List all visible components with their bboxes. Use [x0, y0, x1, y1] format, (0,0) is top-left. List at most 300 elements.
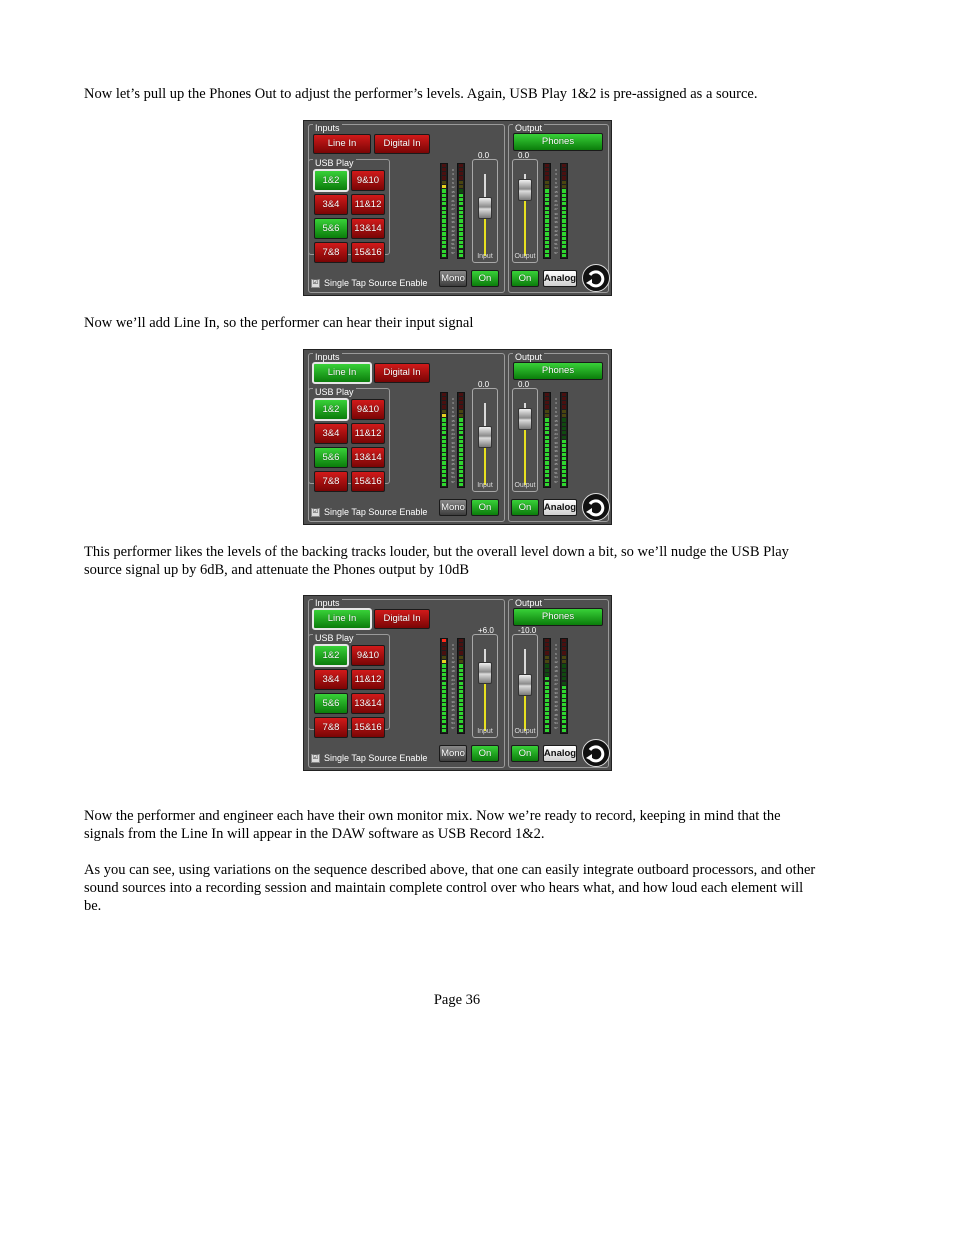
- meter-segment: [545, 660, 549, 663]
- scale-tick: 30: [451, 686, 455, 691]
- scale-tick: 27: [451, 682, 455, 687]
- output-title: Output: [515, 598, 543, 608]
- meter-segment: [459, 647, 463, 650]
- meter-segment: [562, 414, 566, 417]
- meter-segment: [545, 664, 549, 667]
- input-on-button[interactable]: On: [471, 745, 499, 762]
- usb-play-button-1-2[interactable]: 1&2: [314, 645, 348, 666]
- meter-segment: [545, 444, 549, 447]
- scale-tick: 9: [452, 410, 454, 415]
- usb-play-button-9-10[interactable]: 9&10: [351, 170, 385, 191]
- undo-loop-icon[interactable]: [582, 264, 610, 292]
- usb-play-title: USB Play: [315, 633, 354, 643]
- usb-play-button-11-12[interactable]: 11&12: [351, 194, 385, 215]
- output-meter-left: [543, 163, 551, 259]
- meter-segment: [459, 215, 463, 218]
- meter-segment: [545, 725, 549, 728]
- meter-segment: [562, 725, 566, 728]
- meter-segment: [545, 457, 549, 460]
- usb-play-button-13-14[interactable]: 13&14: [351, 218, 385, 239]
- meter-segment: [459, 699, 463, 702]
- output-meter-left: [543, 392, 551, 488]
- meter-segment: [562, 185, 566, 188]
- digital-in-button[interactable]: Digital In: [374, 134, 430, 154]
- meter-segment: [562, 707, 566, 710]
- usb-play-button-3-4[interactable]: 3&4: [314, 669, 348, 690]
- meter-segment: [442, 699, 446, 702]
- usb-play-button-9-10[interactable]: 9&10: [351, 399, 385, 420]
- meter-segment: [562, 232, 566, 235]
- page-number: Page 36: [433, 992, 481, 1008]
- meter-segment: [562, 660, 566, 663]
- meter-segment: [545, 410, 549, 413]
- meter-segment: [562, 643, 566, 646]
- scale-tick: 12: [451, 185, 455, 190]
- scale-tick: 15: [451, 664, 455, 669]
- meter-segment: [562, 651, 566, 654]
- scale-tick: 48: [451, 237, 455, 242]
- meter-segment: [562, 228, 566, 231]
- scale-tick: 48: [554, 712, 558, 717]
- meter-segment: [545, 690, 549, 693]
- usb-play-button-3-4[interactable]: 3&4: [314, 194, 348, 215]
- meter-segment: [459, 164, 463, 167]
- meter-segment: [442, 448, 446, 451]
- scale-tick: 21: [451, 427, 455, 432]
- scale-tick: 24: [554, 202, 558, 207]
- meter-segment: [442, 224, 446, 227]
- scale-tick: 39: [451, 699, 455, 704]
- scale-tick: 42: [451, 704, 455, 709]
- fader-level-fill: [484, 219, 486, 256]
- meter-segment: [459, 673, 463, 676]
- output-fader[interactable]: [512, 159, 538, 263]
- meter-segment: [562, 703, 566, 706]
- fader-value: +6.0: [478, 626, 494, 635]
- fader-knob[interactable]: [518, 674, 532, 696]
- usb-play-button-13-14[interactable]: 13&14: [351, 447, 385, 468]
- usb-play-button-7-8[interactable]: 7&8: [314, 717, 348, 738]
- meter-segment: [442, 228, 446, 231]
- output-title: Output: [515, 352, 543, 362]
- meter-scale: [450, 398, 456, 484]
- meter-segment: [562, 479, 566, 482]
- meter-segment: [545, 254, 549, 257]
- scale-tick: 0: [555, 397, 557, 401]
- meter-segment: [562, 241, 566, 244]
- checkbox-icon[interactable]: ☑: [312, 754, 319, 761]
- fader-knob[interactable]: [478, 662, 492, 684]
- fader-knob[interactable]: [478, 197, 492, 219]
- meter-segment: [442, 202, 446, 205]
- fader-label: Input: [477, 728, 493, 735]
- meter-segment: [459, 207, 463, 210]
- usb-play-button-5-6[interactable]: 5&6: [314, 693, 348, 714]
- scale-tick: 30: [554, 440, 558, 445]
- meter-segment: [459, 418, 463, 421]
- usb-play-button-15-16[interactable]: 15&16: [351, 471, 385, 492]
- scale-tick: 51: [554, 471, 558, 476]
- usb-play-button-15-16[interactable]: 15&16: [351, 242, 385, 263]
- usb-play-button-7-8[interactable]: 7&8: [314, 471, 348, 492]
- meter-segment: [562, 682, 566, 685]
- output-on-button[interactable]: On: [511, 745, 539, 762]
- meter-segment: [562, 690, 566, 693]
- usb-play-button-7-8[interactable]: 7&8: [314, 242, 348, 263]
- scale-tick: 3: [555, 647, 557, 652]
- meter-segment: [459, 250, 463, 253]
- meter-segment: [442, 643, 446, 646]
- meter-segment: [459, 712, 463, 715]
- meter-segment: [562, 237, 566, 240]
- usb-play-button-3-4[interactable]: 3&4: [314, 423, 348, 444]
- meter-segment: [459, 427, 463, 430]
- scale-tick: 9: [555, 410, 557, 415]
- fader-value: 0.0: [478, 380, 490, 389]
- fader-level-fill: [524, 201, 526, 256]
- scale-tick: 12: [554, 414, 558, 419]
- scale-tick: 24: [451, 431, 455, 436]
- scale-tick: 9: [555, 656, 557, 661]
- scale-tick: 33: [554, 215, 558, 220]
- meter-segment: [459, 470, 463, 473]
- usb-play-title: USB Play: [315, 158, 354, 168]
- single-tap-label: Single Tap Source Enable: [324, 278, 428, 288]
- usb-play-button-15-16[interactable]: 15&16: [351, 717, 385, 738]
- meter-segment: [562, 431, 566, 434]
- meter-segment: [459, 241, 463, 244]
- scale-tick: 30: [554, 211, 558, 216]
- mono-button[interactable]: Mono: [439, 745, 467, 762]
- meter-segment: [545, 172, 549, 175]
- undo-loop-icon[interactable]: [582, 739, 610, 767]
- scale-tick: 0: [555, 643, 557, 647]
- meter-segment: [459, 176, 463, 179]
- meter-segment: [545, 453, 549, 456]
- meter-segment: [459, 436, 463, 439]
- output-fader[interactable]: [512, 634, 538, 738]
- scale-tick: 42: [451, 458, 455, 463]
- meter-segment: [545, 423, 549, 426]
- checkbox-icon[interactable]: ☑: [312, 508, 319, 515]
- meter-segment: [459, 401, 463, 404]
- meter-segment: [562, 686, 566, 689]
- single-tap-source-enable[interactable]: [311, 753, 427, 763]
- meter-segment: [545, 440, 549, 443]
- undo-loop-icon[interactable]: [582, 493, 610, 521]
- scale-tick: 15: [554, 418, 558, 423]
- scale-tick: 48: [554, 466, 558, 471]
- meter-segment: [442, 660, 446, 663]
- meter-segment: [459, 211, 463, 214]
- scale-tick: 15: [554, 664, 558, 669]
- scale-tick: 3: [452, 401, 454, 406]
- meter-segment: [442, 712, 446, 715]
- mono-button[interactable]: Mono: [439, 499, 467, 516]
- scale-tick: 54: [451, 246, 455, 251]
- paragraph-adjust-levels: This performer likes the levels of the backing tracks louder, but the overall level down a bit, so we’ll nudge the USB Play source signal up by 6dB, and attenuate the Phones output by 10dB: [84, 544, 789, 578]
- meter-segment: [459, 202, 463, 205]
- paragraph-intro: Now let’s pull up the Phones Out to adjust the performer’s levels. Again, USB Play 1&2 is pre-assigned as a source.: [84, 86, 758, 102]
- meter-segment: [442, 431, 446, 434]
- meter-segment: [459, 181, 463, 184]
- scale-tick: 57: [554, 250, 558, 255]
- meter-segment: [562, 673, 566, 676]
- meter-segment: [562, 168, 566, 171]
- meter-segment: [442, 168, 446, 171]
- scale-tick: 57: [554, 725, 558, 730]
- scale-tick: 36: [554, 220, 558, 225]
- meter-segment: [442, 211, 446, 214]
- meter-segment: [459, 194, 463, 197]
- meter-segment: [545, 448, 549, 451]
- meter-segment: [545, 202, 549, 205]
- scale-tick: 12: [554, 660, 558, 665]
- meter-segment: [562, 656, 566, 659]
- meter-segment: [442, 716, 446, 719]
- meter-segment: [562, 401, 566, 404]
- fader-knob[interactable]: [478, 426, 492, 448]
- mono-button[interactable]: Mono: [439, 270, 467, 287]
- meter-scale: [553, 644, 559, 730]
- fader-knob[interactable]: [518, 179, 532, 201]
- meter-segment: [562, 164, 566, 167]
- scale-tick: 42: [451, 229, 455, 234]
- meter-segment: [545, 250, 549, 253]
- meter-segment: [442, 479, 446, 482]
- scale-tick: 39: [451, 224, 455, 229]
- line-in-button[interactable]: Line In: [313, 363, 371, 383]
- digital-in-button[interactable]: Digital In: [374, 363, 430, 383]
- meter-segment: [545, 483, 549, 486]
- meter-segment: [442, 198, 446, 201]
- meter-segment: [545, 682, 549, 685]
- scale-tick: 51: [554, 242, 558, 247]
- meter-segment: [562, 172, 566, 175]
- meter-segment: [442, 725, 446, 728]
- meter-segment: [545, 241, 549, 244]
- fader-label: Output: [514, 482, 536, 489]
- scale-tick: 27: [451, 436, 455, 441]
- meter-segment: [562, 647, 566, 650]
- meter-segment: [562, 639, 566, 642]
- input-on-button[interactable]: On: [471, 270, 499, 287]
- usb-play-button-5-6[interactable]: 5&6: [314, 447, 348, 468]
- meter-segment: [545, 176, 549, 179]
- meter-segment: [562, 393, 566, 396]
- meter-segment: [545, 436, 549, 439]
- phones-button[interactable]: Phones: [513, 608, 603, 626]
- single-tap-source-enable[interactable]: [311, 507, 427, 517]
- scale-tick: 24: [451, 202, 455, 207]
- scale-tick: 6: [452, 176, 454, 181]
- meter-segment: [459, 414, 463, 417]
- meter-segment: [459, 397, 463, 400]
- meter-segment: [459, 466, 463, 469]
- meter-segment: [562, 448, 566, 451]
- usb-play-button-1-2[interactable]: 1&2: [314, 399, 348, 420]
- meter-segment: [545, 397, 549, 400]
- meter-segment: [459, 393, 463, 396]
- single-tap-source-enable[interactable]: [311, 278, 427, 288]
- scale-tick: 18: [451, 669, 455, 674]
- scale-tick: 27: [554, 682, 558, 687]
- scale-tick: 45: [554, 708, 558, 713]
- digital-in-button[interactable]: Digital In: [374, 609, 430, 629]
- scale-tick: 27: [451, 207, 455, 212]
- scale-tick: 36: [451, 695, 455, 700]
- meter-segment: [545, 414, 549, 417]
- usb-play-button-1-2[interactable]: 1&2: [314, 170, 348, 191]
- analog-button[interactable]: Analog: [543, 270, 577, 287]
- fader-level-fill: [484, 448, 486, 485]
- meter-segment: [442, 414, 446, 417]
- meter-segment: [442, 207, 446, 210]
- output-on-button[interactable]: On: [511, 499, 539, 516]
- scale-tick: 36: [451, 220, 455, 225]
- phones-button[interactable]: Phones: [513, 133, 603, 151]
- meter-segment: [545, 470, 549, 473]
- fader-knob[interactable]: [518, 408, 532, 430]
- meter-segment: [459, 228, 463, 231]
- fader-level-fill: [524, 430, 526, 485]
- meter-segment: [459, 461, 463, 464]
- meter-segment: [442, 686, 446, 689]
- mixer-panel-adjusted: [303, 595, 612, 771]
- scale-tick: 51: [554, 717, 558, 722]
- scale-tick: 0: [452, 168, 454, 172]
- meter-segment: [562, 254, 566, 257]
- analog-button[interactable]: Analog: [543, 745, 577, 762]
- scale-tick: 9: [555, 181, 557, 186]
- meter-segment: [545, 716, 549, 719]
- meter-segment: [442, 729, 446, 732]
- meter-segment: [442, 673, 446, 676]
- meter-segment: [442, 461, 446, 464]
- scale-tick: 48: [451, 466, 455, 471]
- scale-tick: 15: [451, 418, 455, 423]
- meter-segment: [459, 444, 463, 447]
- usb-play-button-5-6[interactable]: 5&6: [314, 218, 348, 239]
- scale-tick: 6: [555, 405, 557, 410]
- scale-tick: 33: [451, 215, 455, 220]
- meter-segment: [442, 215, 446, 218]
- meter-segment: [442, 401, 446, 404]
- meter-segment: [545, 479, 549, 482]
- input-meter-right: [457, 163, 465, 259]
- scale-tick: 0: [452, 643, 454, 647]
- meter-segment: [562, 677, 566, 680]
- meter-segment: [459, 423, 463, 426]
- meter-segment: [562, 202, 566, 205]
- checkbox-icon[interactable]: ☑: [312, 279, 319, 286]
- fader-label: Input: [477, 482, 493, 489]
- meter-segment: [442, 466, 446, 469]
- scale-tick: 9: [452, 181, 454, 186]
- meter-segment: [545, 189, 549, 192]
- paragraph-summary: As you can see, using variations on the sequence described above, that one can easily integrate outboard processors, and other sound sources into a recording session and maintain complete control over who hears what, and how loud each element will be.: [84, 862, 816, 914]
- scale-tick: 18: [554, 194, 558, 199]
- meter-segment: [562, 699, 566, 702]
- single-tap-label: Single Tap Source Enable: [324, 507, 428, 517]
- meter-segment: [459, 639, 463, 642]
- meter-segment: [545, 466, 549, 469]
- input-on-button[interactable]: On: [471, 499, 499, 516]
- meter-segment: [545, 474, 549, 477]
- meter-segment: [459, 643, 463, 646]
- scale-tick: 6: [555, 176, 557, 181]
- usb-play-button-11-12[interactable]: 11&12: [351, 423, 385, 444]
- meter-segment: [459, 185, 463, 188]
- usb-play-button-9-10[interactable]: 9&10: [351, 645, 385, 666]
- line-in-button[interactable]: Line In: [313, 609, 371, 629]
- usb-play-button-13-14[interactable]: 13&14: [351, 693, 385, 714]
- input-fader[interactable]: [472, 634, 498, 738]
- meter-segment: [545, 639, 549, 642]
- meter-segment: [442, 453, 446, 456]
- meter-segment: [562, 215, 566, 218]
- meter-segment: [545, 643, 549, 646]
- fader-level-fill: [484, 684, 486, 731]
- meter-scale: [553, 169, 559, 255]
- output-on-button[interactable]: On: [511, 270, 539, 287]
- fader-level-fill: [524, 696, 526, 731]
- analog-button[interactable]: Analog: [543, 499, 577, 516]
- meter-segment: [545, 168, 549, 171]
- meter-segment: [442, 682, 446, 685]
- meter-segment: [545, 237, 549, 240]
- meter-segment: [562, 461, 566, 464]
- scale-tick: 51: [451, 471, 455, 476]
- meter-segment: [442, 189, 446, 192]
- meter-segment: [545, 401, 549, 404]
- meter-segment: [562, 245, 566, 248]
- meter-segment: [459, 694, 463, 697]
- input-fader[interactable]: [472, 388, 498, 492]
- meter-segment: [459, 474, 463, 477]
- meter-segment: [442, 245, 446, 248]
- phones-button[interactable]: Phones: [513, 362, 603, 380]
- input-fader[interactable]: [472, 159, 498, 263]
- line-in-button[interactable]: Line In: [313, 134, 371, 154]
- meter-segment: [442, 194, 446, 197]
- input-meter-right: [457, 638, 465, 734]
- meter-segment: [459, 725, 463, 728]
- output-fader[interactable]: [512, 388, 538, 492]
- scale-tick: 6: [452, 405, 454, 410]
- meter-segment: [545, 228, 549, 231]
- meter-segment: [442, 690, 446, 693]
- meter-segment: [459, 720, 463, 723]
- scale-tick: 15: [554, 189, 558, 194]
- meter-segment: [459, 232, 463, 235]
- meter-segment: [545, 198, 549, 201]
- meter-segment: [442, 393, 446, 396]
- meter-segment: [459, 254, 463, 257]
- usb-play-button-11-12[interactable]: 11&12: [351, 669, 385, 690]
- meter-segment: [545, 211, 549, 214]
- meter-segment: [545, 712, 549, 715]
- meter-segment: [459, 237, 463, 240]
- inputs-title: Inputs: [315, 598, 340, 608]
- scale-tick: 45: [451, 233, 455, 238]
- scale-tick: 51: [451, 242, 455, 247]
- meter-segment: [545, 686, 549, 689]
- input-meter-left: [440, 392, 448, 488]
- output-meter-left: [543, 638, 551, 734]
- output-meter-right: [560, 392, 568, 488]
- meter-segment: [562, 418, 566, 421]
